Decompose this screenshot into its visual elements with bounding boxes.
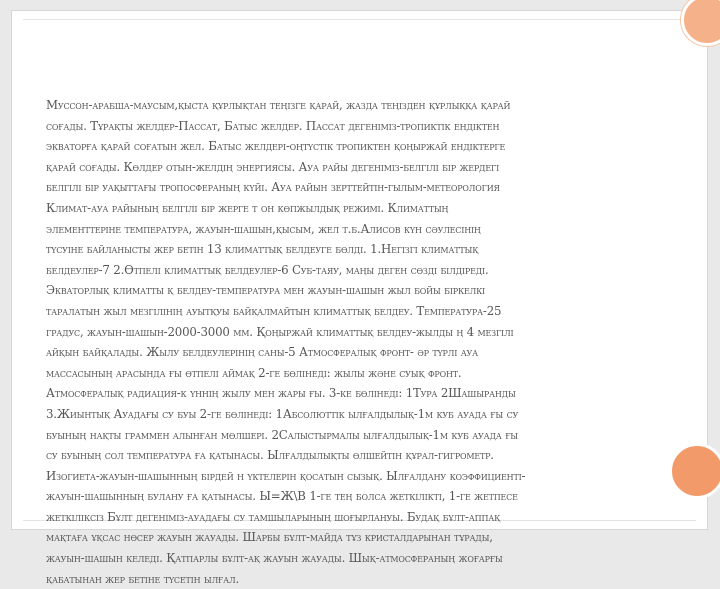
text-line: соғады. Тұрақты желдер-Пассат, Батыс желдер. Пассат дегеніміз-тропиктік ендіктен bbox=[46, 118, 500, 133]
text-line: айқын байқалады. Жылу белдеулерінің саны-5 Атмосфералық фронт- әр түрлі ауа bbox=[46, 345, 478, 360]
text-line: Атмосфералық радиация-к үннің жылу мен жары ғы. 3-ке бөлінеді: 1Тура 2Шашыранды bbox=[46, 386, 516, 401]
text-line: элементтеріне температура, жауын-шашын,қысым, жел т.б.Алисов күн сәулесінің bbox=[46, 221, 481, 236]
text-line: қабатынан жер бетіне түсетін ылғал. bbox=[46, 571, 240, 586]
text-line: Муссон-арабша-маусым,қыста құрлықтан теңізге қарай, жазда теңізден құрлыққа қарай bbox=[46, 98, 511, 112]
text-line: таралатын жыл мезгілінің ауытқуы байқалмайтын климаттық белдеу. Температура-25 bbox=[46, 303, 502, 318]
top-rule bbox=[23, 19, 696, 20]
text-line: қарай соғады. Көлдер отын-желдің энергиясы. Ауа райы дегеніміз-белгілі бір жердегі bbox=[46, 159, 500, 174]
text-line: Изогиета-жауын-шашынның бірдей н үктелерін қосатын сызық. Ылғалдану коэффициенті- bbox=[46, 468, 526, 483]
text-line: мақтаға ұқсас нөсер жауын жауады. Шарбы бұлт-майда тұз кристалдарынан тұрады, bbox=[46, 530, 493, 545]
body-text bbox=[46, 95, 624, 589]
text-line: Экваторлық климатты қ белдеу-температура мен жауын-шашын жыл бойы біркелкі bbox=[46, 283, 486, 298]
text-line: белгілі бір уақыттағы тропосфераның күйі. Ауа райын зерттейтін-гылым-метеорология bbox=[46, 180, 500, 195]
text-line: жауын-шашынның булану ға қатынасы. Ы=Ж\В 1-ге тең болса жеткілікті, 1-ге жетпесе bbox=[46, 489, 518, 504]
text-line: жауын-шашын келеді. Қатпарлы бұлт-ақ жауын жауады. Шық-атмосфераның жоғарғы bbox=[46, 551, 503, 566]
text-line: буының нақты граммен алынған мөлшері. 2Салыстырмалы ылғалдылық-1м куб ауада ғы bbox=[46, 427, 518, 442]
text-line: белдеулер-7 2.Өтпелі климаттық белдеулер-6 Суб-таяу, маңы деген сөзді білдіреді. bbox=[46, 262, 489, 277]
text-line: градус, жауын-шашын-2000-3000 мм. Қоңыржай климаттық белдеу-жылды ң 4 мезгілі bbox=[46, 324, 514, 339]
text-line: жеткіліксіз Бұлт дегеніміз-ауадағы су тамшыларының шоғырлануы. Будақ бұлт-аппақ bbox=[46, 509, 501, 524]
text-line: массасының арасында ғы өтпелі аймақ 2-ге бөлінеді: жылы және суық фронт. bbox=[46, 365, 462, 380]
text-line: 3.Жиынтық Ауадағы су буы 2-ге бөлінеді: 1Абсолюттік ылғалдылық-1м куб ауада ғы су bbox=[46, 406, 519, 421]
decorative-circle-side bbox=[669, 443, 720, 499]
text-line: су буының сол температура ға қатынасы. Ылғалдылықты өлшейтін құрал-гигрометр. bbox=[46, 448, 494, 463]
text-line: Климат-ауа райының белгілі бір жерге т он көпжылдық режимі. Климаттың bbox=[46, 200, 449, 215]
text-line: түсуіне байланысты жер бетін 13 климаттық белдеуге бөлді. 1.Негізгі климаттық bbox=[46, 242, 479, 257]
text-line: экваторға қарай соғатын жел. Батыс желдері-оңтүстік тропиктен қоңыржай ендіктерге bbox=[46, 139, 506, 154]
